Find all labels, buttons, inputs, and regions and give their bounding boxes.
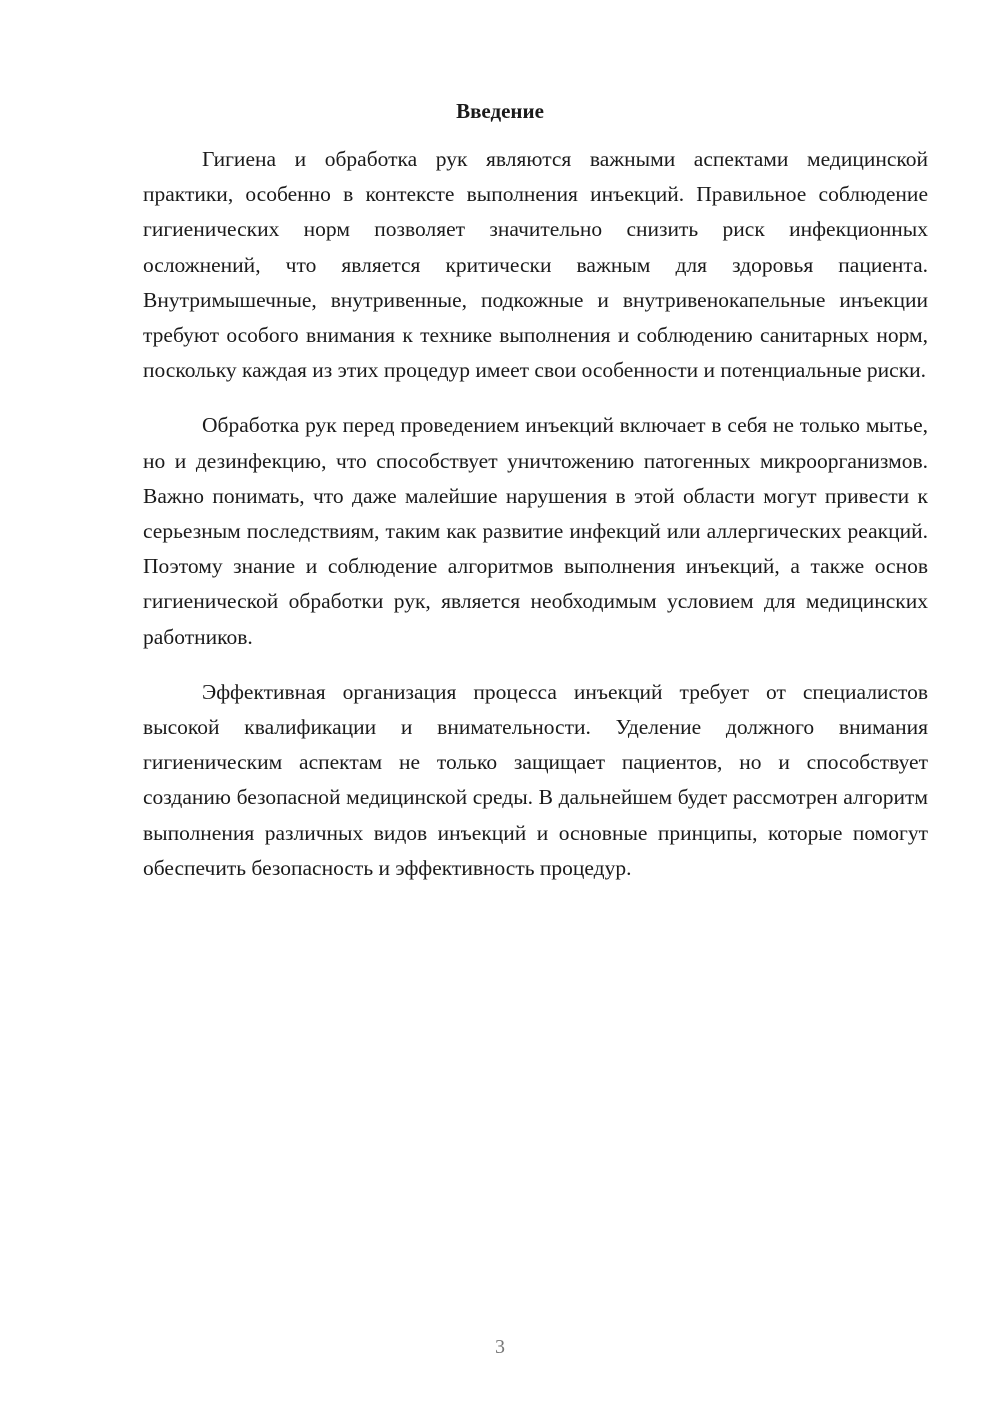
paragraph-3: Эффективная организация процесса инъекций требует от специалистов высокой квалификации и внимательности. Уделение должного внимания гигиеническим аспектам не только защищает пациентов, но и способствует созданию безопасной медицинской среды. В дальнейшем будет рассмотрен алгоритм выполнения различных видов инъекций и основные принципы, которые помогут обеспечить безопасность и эффективность процедур. [143,679,928,880]
paragraph-2: Обработка рук перед проведением инъекций включает в себя не только мытье, но и дезинфекцию, что способствует уничтожению патогенных микроорганизмов. Важно понимать, что даже малейшие нарушения в этой области могут привести к серьезным последствиям, таким как развитие инфекций или аллергических реакций. Поэтому знание и соблюдение алгоритмов выполнения инъекций, а также основ гигиенической обработки рук, является необходимым условием для медицинских работников. [143,413,928,649]
section-title: Введение [456,99,544,123]
paragraph-1: Гигиена и обработка рук являются важными аспектами медицинской практики, особенно в контексте выполнения инъекций. Правильное соблюдение гигиенических норм позволяет значительно снизить риск инфекционных осложнений, что является критически важным для здоровья пациента. Внутримышечные, внутривенные, подкожные и внутривенокапельные инъекции требуют особого внимания к технике выполнения и соблюдению санитарных норм, поскольку каждая из этих процедур имеет свои особенности и потенциальные риски. [143,147,928,383]
page-number: 3 [495,1336,505,1358]
body-text [143,142,928,906]
